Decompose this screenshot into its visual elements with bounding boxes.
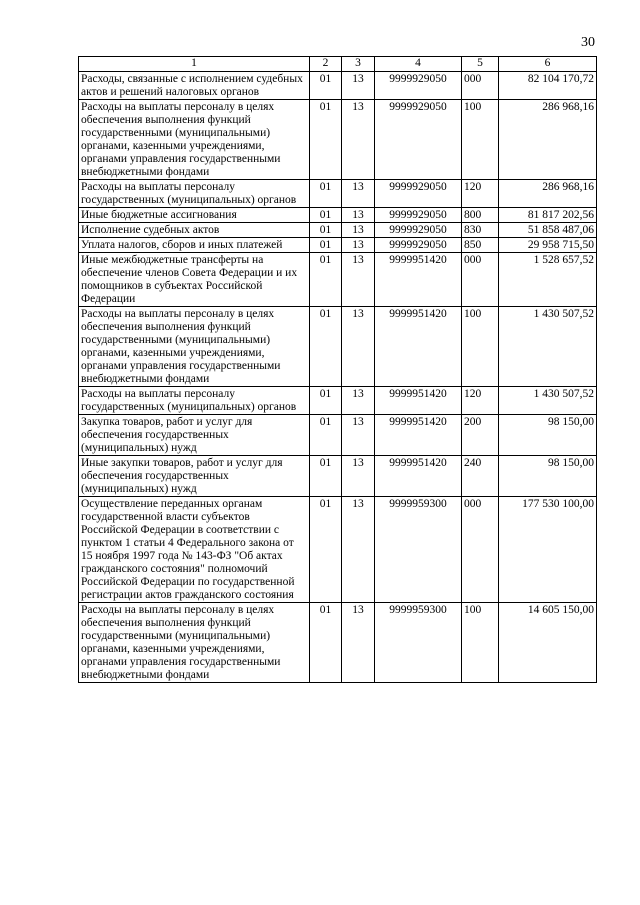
page-number: 30 <box>581 35 595 50</box>
subsection-code-cell: 13 <box>342 180 375 208</box>
amount-cell: 98 150,00 <box>499 456 597 497</box>
row-name-cell: Закупка товаров, работ и услуг для обеспечения государственных (муниципальных) нужд <box>79 415 310 456</box>
section-code-cell: 01 <box>310 307 342 387</box>
row-name-cell: Уплата налогов, сборов и иных платежей <box>79 238 310 253</box>
amount-cell: 286 968,16 <box>499 180 597 208</box>
expense-type-cell: 000 <box>462 497 499 603</box>
amount-cell: 1 430 507,52 <box>499 307 597 387</box>
row-name-cell: Иные межбюджетные трансферты на обеспечение членов Совета Федерации и их помощников в субъектах Российской Федерации <box>79 253 310 307</box>
expense-type-cell: 200 <box>462 415 499 456</box>
column-header: 6 <box>499 57 597 72</box>
target-article-cell: 9999929050 <box>375 208 462 223</box>
target-article-cell: 9999929050 <box>375 223 462 238</box>
expense-type-cell: 120 <box>462 387 499 415</box>
section-code-cell: 01 <box>310 223 342 238</box>
column-header: 3 <box>342 57 375 72</box>
table-row <box>79 100 597 180</box>
section-code-cell: 01 <box>310 100 342 180</box>
row-name-cell: Исполнение судебных актов <box>79 223 310 238</box>
amount-cell: 98 150,00 <box>499 415 597 456</box>
row-name-cell: Расходы на выплаты персоналу государственных (муниципальных) органов <box>79 387 310 415</box>
table-row <box>79 180 597 208</box>
subsection-code-cell: 13 <box>342 223 375 238</box>
row-name-cell: Осуществление переданных органам государственной власти субъектов Российской Федерации в соответствии с пунктом 1 статьи 4 Федерального закона от 15 ноября 1997 года № 143-ФЗ "Об актах гражданского состояния" полномочий Российской Федерации по государственной регистрации актов гражданского состояния <box>79 497 310 603</box>
target-article-cell: 9999951420 <box>375 253 462 307</box>
target-article-cell: 9999929050 <box>375 238 462 253</box>
amount-cell: 1 528 657,52 <box>499 253 597 307</box>
amount-cell: 1 430 507,52 <box>499 387 597 415</box>
target-article-cell: 9999951420 <box>375 387 462 415</box>
column-header: 1 <box>79 57 310 72</box>
target-article-cell: 9999929050 <box>375 72 462 100</box>
target-article-cell: 9999929050 <box>375 180 462 208</box>
table-row <box>79 238 597 253</box>
section-code-cell: 01 <box>310 387 342 415</box>
row-name-cell: Расходы на выплаты персоналу в целях обеспечения выполнения функций государственными (муниципальными) органами, казенными учреждениями, органами управления государственными внебюджетными фондами <box>79 100 310 180</box>
expense-type-cell: 240 <box>462 456 499 497</box>
table-row <box>79 387 597 415</box>
table-row <box>79 307 597 387</box>
table-row <box>79 253 597 307</box>
section-code-cell: 01 <box>310 415 342 456</box>
header-row <box>79 57 597 72</box>
amount-cell: 82 104 170,72 <box>499 72 597 100</box>
section-code-cell: 01 <box>310 456 342 497</box>
section-code-cell: 01 <box>310 603 342 683</box>
amount-cell: 286 968,16 <box>499 100 597 180</box>
amount-cell: 14 605 150,00 <box>499 603 597 683</box>
row-name-cell: Расходы, связанные с исполнением судебных актов и решений налоговых органов <box>79 72 310 100</box>
subsection-code-cell: 13 <box>342 497 375 603</box>
expense-type-cell: 830 <box>462 223 499 238</box>
table-row <box>79 603 597 683</box>
table-row <box>79 72 597 100</box>
target-article-cell: 9999959300 <box>375 497 462 603</box>
expense-type-cell: 000 <box>462 253 499 307</box>
expense-type-cell: 100 <box>462 603 499 683</box>
target-article-cell: 9999951420 <box>375 307 462 387</box>
target-article-cell: 9999929050 <box>375 100 462 180</box>
section-code-cell: 01 <box>310 72 342 100</box>
subsection-code-cell: 13 <box>342 387 375 415</box>
subsection-code-cell: 13 <box>342 253 375 307</box>
expense-type-cell: 850 <box>462 238 499 253</box>
target-article-cell: 9999951420 <box>375 415 462 456</box>
expense-type-cell: 100 <box>462 307 499 387</box>
row-name-cell: Иные бюджетные ассигнования <box>79 208 310 223</box>
subsection-code-cell: 13 <box>342 456 375 497</box>
section-code-cell: 01 <box>310 497 342 603</box>
amount-cell: 51 858 487,06 <box>499 223 597 238</box>
subsection-code-cell: 13 <box>342 307 375 387</box>
amount-cell: 81 817 202,56 <box>499 208 597 223</box>
row-name-cell: Расходы на выплаты персоналу государственных (муниципальных) органов <box>79 180 310 208</box>
subsection-code-cell: 13 <box>342 72 375 100</box>
expense-type-cell: 100 <box>462 100 499 180</box>
table-row <box>79 208 597 223</box>
expense-type-cell: 120 <box>462 180 499 208</box>
expense-type-cell: 000 <box>462 72 499 100</box>
subsection-code-cell: 13 <box>342 603 375 683</box>
section-code-cell: 01 <box>310 238 342 253</box>
table-row <box>79 456 597 497</box>
section-code-cell: 01 <box>310 208 342 223</box>
table-row <box>79 223 597 238</box>
table-row <box>79 415 597 456</box>
section-code-cell: 01 <box>310 253 342 307</box>
column-header: 4 <box>375 57 462 72</box>
column-header: 2 <box>310 57 342 72</box>
target-article-cell: 9999959300 <box>375 603 462 683</box>
row-name-cell: Расходы на выплаты персоналу в целях обеспечения выполнения функций государственными (муниципальными) органами, казенными учреждениями, органами управления государственными внебюджетными фондами <box>79 603 310 683</box>
row-name-cell: Иные закупки товаров, работ и услуг для обеспечения государственных (муниципальных) нужд <box>79 456 310 497</box>
row-name-cell: Расходы на выплаты персоналу в целях обеспечения выполнения функций государственными (муниципальными) органами, казенными учреждениями, органами управления государственными внебюджетными фондами <box>79 307 310 387</box>
amount-cell: 29 958 715,50 <box>499 238 597 253</box>
budget-table <box>78 56 597 683</box>
target-article-cell: 9999951420 <box>375 456 462 497</box>
expense-type-cell: 800 <box>462 208 499 223</box>
table-row <box>79 497 597 603</box>
column-header: 5 <box>462 57 499 72</box>
subsection-code-cell: 13 <box>342 238 375 253</box>
section-code-cell: 01 <box>310 180 342 208</box>
amount-cell: 177 530 100,00 <box>499 497 597 603</box>
subsection-code-cell: 13 <box>342 415 375 456</box>
subsection-code-cell: 13 <box>342 100 375 180</box>
subsection-code-cell: 13 <box>342 208 375 223</box>
